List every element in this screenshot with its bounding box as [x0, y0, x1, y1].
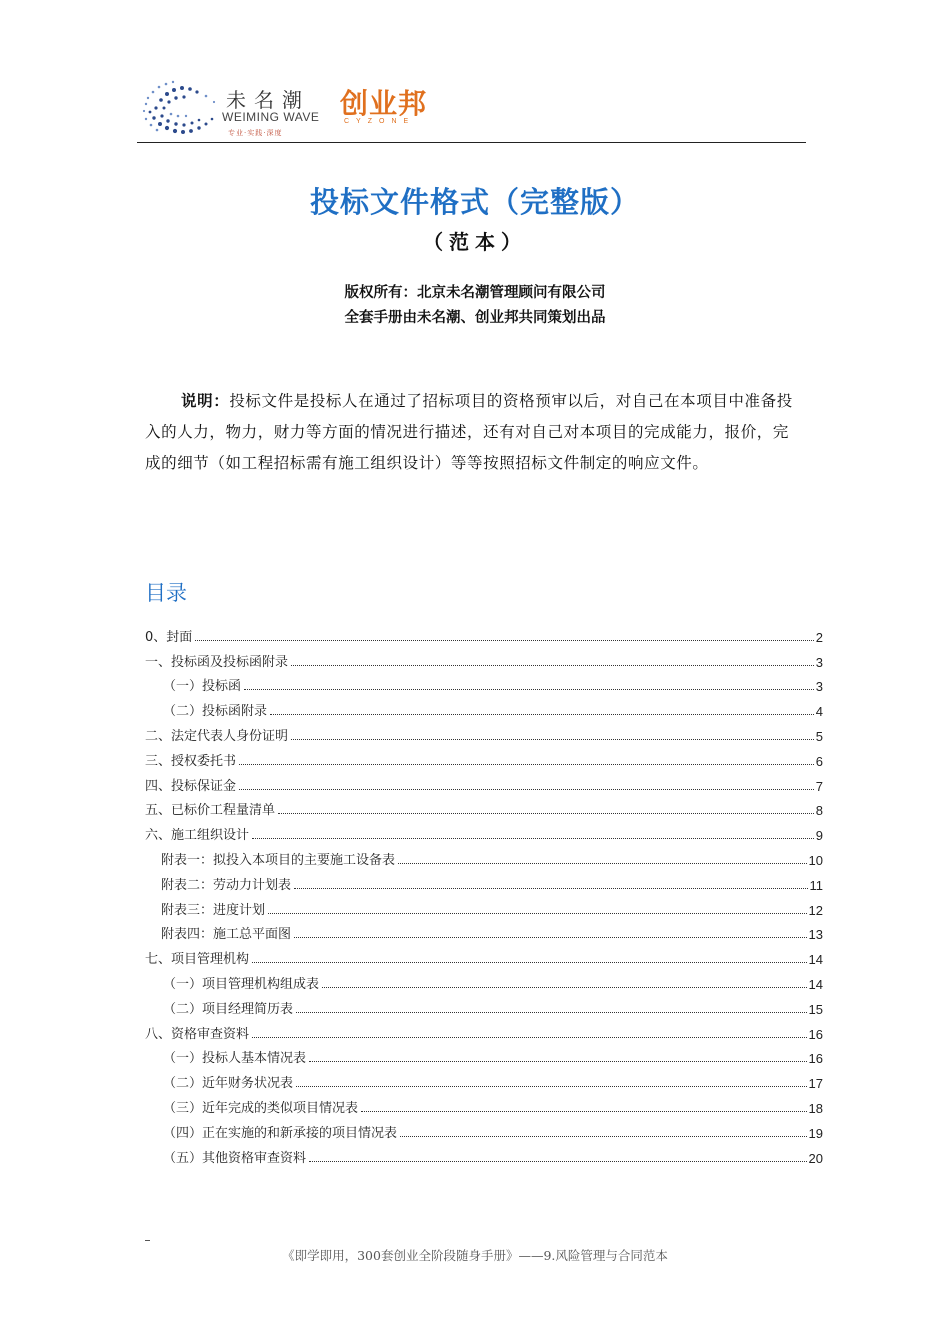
toc-entry-title: （五）其他资格审查资料 — [163, 1150, 307, 1166]
toc-leader-dots — [296, 1086, 807, 1087]
toc-leader-dots — [294, 937, 807, 938]
toc-leader-dots — [309, 1161, 807, 1162]
toc-page-number: 16 — [808, 1051, 823, 1067]
toc-entry[interactable] — [145, 992, 823, 1017]
toc-entry-title: （四）正在实施的和新承接的项目情况表 — [163, 1125, 398, 1141]
toc-page-number: 9 — [815, 828, 823, 844]
toc-leader-dots — [252, 838, 814, 839]
toc-entry[interactable] — [145, 620, 823, 645]
weiming-wave-logo-chinese: 未名潮 — [226, 88, 310, 112]
toc-entry[interactable] — [145, 794, 823, 819]
toc-leader-dots — [294, 888, 807, 889]
toc-page-number: 14 — [808, 952, 823, 968]
toc-entry-title: 附表一：拟投入本项目的主要施工设备表 — [161, 852, 396, 868]
toc-entry[interactable] — [145, 967, 823, 992]
toc-entry[interactable] — [145, 843, 823, 868]
toc-entry-title: （二）近年财务状况表 — [163, 1076, 294, 1092]
description-text: 投标文件是投标人在通过了招标项目的资格预审以后，对自己在本项目中准备投入的人力，物力，财力等方面的情况进行描述，还有对自己对本项目的完成能力，报价，完成的细节（如工程招标需有施工组织设计）等等按照招标文件制定的响应文件。 — [145, 392, 793, 472]
toc-entry-title: 一、投标函及投标函附录 — [145, 654, 289, 670]
toc-leader-dots — [291, 739, 814, 740]
toc-entry-title: 二、法定代表人身份证明 — [145, 728, 289, 744]
toc-leader-dots — [296, 1012, 807, 1013]
toc-entry-title: （一）投标人基本情况表 — [163, 1051, 307, 1067]
weiming-wave-tagline: 专业·实践·深度 — [228, 129, 283, 137]
cyzone-logo-chinese: 创业邦 — [340, 87, 428, 120]
copyright-line-1: 版权所有：北京未名潮管理顾问有限公司 — [344, 284, 606, 301]
description-label: 说明： — [181, 391, 230, 410]
toc-leader-dots — [278, 813, 814, 814]
toc-page-number: 7 — [815, 778, 823, 794]
toc-entry-title: 附表三：进度计划 — [161, 902, 266, 918]
toc-entry-title: 附表二：劳动力计划表 — [161, 877, 292, 893]
toc-page-number: 8 — [815, 803, 823, 819]
toc-entry[interactable] — [145, 769, 823, 794]
toc-entry-title: 三、授权委托书 — [145, 753, 237, 769]
header-divider — [137, 142, 806, 143]
toc-entry[interactable] — [145, 818, 823, 843]
toc-entry-title: （二）投标函附录 — [163, 704, 268, 720]
toc-leader-dots — [400, 1136, 807, 1137]
toc-page-number: 16 — [808, 1026, 823, 1042]
toc-leader-dots — [252, 962, 807, 963]
toc-entry[interactable] — [145, 1116, 823, 1141]
toc-page-number: 13 — [808, 927, 823, 943]
page-footer: 《即学即用，300套创业全阶段随身手册》——9.风险管理与合同范本 — [282, 1248, 668, 1263]
toc-page-number: 17 — [808, 1076, 823, 1092]
toc-entry[interactable] — [145, 1091, 823, 1116]
toc-page-number: 19 — [808, 1125, 823, 1141]
toc-entry[interactable] — [145, 744, 823, 769]
toc-page-number: 12 — [808, 902, 823, 918]
toc-page-number: 18 — [808, 1100, 823, 1116]
toc-leader-dots — [239, 789, 814, 790]
toc-entry-title: 五、已标价工程量清单 — [145, 803, 276, 819]
toc-leader-dots — [252, 1037, 807, 1038]
footer-mark — [145, 1240, 150, 1241]
toc-entry-title: （二）项目经理简历表 — [163, 1001, 294, 1017]
toc-entry-title: 八、资格审查资料 — [145, 1026, 250, 1042]
toc-entry[interactable] — [145, 1141, 823, 1166]
toc-page-number: 5 — [815, 728, 823, 744]
copyright-line-2: 全套手册由未名潮、创业邦共同策划出品 — [344, 309, 606, 326]
toc-entry[interactable] — [145, 942, 823, 967]
toc-leader-dots — [270, 714, 814, 715]
toc-page-number: 10 — [808, 852, 823, 868]
toc-leader-dots — [322, 987, 807, 988]
toc-heading: 目录 — [145, 581, 187, 605]
toc-leader-dots — [309, 1061, 807, 1062]
toc-entry[interactable] — [145, 1066, 823, 1091]
toc-entry-title: 四、投标保证金 — [145, 778, 237, 794]
toc-page-number: 2 — [815, 629, 823, 645]
toc-page-number: 3 — [815, 654, 823, 670]
toc-page-number: 20 — [808, 1150, 823, 1166]
toc-leader-dots — [361, 1111, 807, 1112]
table-of-contents — [145, 620, 823, 1166]
weiming-wave-logo-icon — [136, 78, 222, 138]
description-paragraph — [145, 385, 805, 479]
toc-page-number: 15 — [808, 1001, 823, 1017]
toc-page-number: 6 — [815, 753, 823, 769]
document-title: 投标文件格式（完整版） — [309, 185, 640, 219]
toc-entry-title: 附表四：施工总平面图 — [161, 927, 292, 943]
toc-entry[interactable] — [145, 1017, 823, 1042]
toc-page-number: 14 — [808, 976, 823, 992]
cyzone-logo-english: CYZONE — [344, 118, 416, 125]
toc-entry-title: （一）项目管理机构组成表 — [163, 976, 320, 992]
toc-entry[interactable] — [145, 670, 823, 695]
toc-entry[interactable] — [145, 893, 823, 918]
toc-entry-title: 0、封面 — [145, 629, 193, 645]
toc-leader-dots — [239, 764, 814, 765]
toc-leader-dots — [291, 665, 814, 666]
toc-leader-dots — [398, 863, 807, 864]
toc-entry[interactable] — [145, 719, 823, 744]
toc-leader-dots — [244, 689, 814, 690]
toc-page-number: 11 — [809, 877, 823, 893]
toc-entry-title: （一）投标函 — [163, 679, 242, 695]
toc-entry-title: 七、项目管理机构 — [145, 952, 250, 968]
toc-leader-dots — [195, 640, 813, 641]
toc-page-number: 4 — [815, 704, 823, 720]
toc-entry-title: 六、施工组织设计 — [145, 828, 250, 844]
toc-entry[interactable] — [145, 868, 823, 893]
toc-leader-dots — [268, 913, 807, 914]
toc-entry[interactable] — [145, 1042, 823, 1067]
weiming-wave-logo-english: WEIMING WAVE — [222, 110, 320, 124]
toc-entry[interactable] — [145, 918, 823, 943]
toc-entry-title: （三）近年完成的类似项目情况表 — [163, 1100, 359, 1116]
toc-page-number: 3 — [815, 679, 823, 695]
toc-entry[interactable] — [145, 645, 823, 670]
toc-entry[interactable] — [145, 694, 823, 719]
document-subtitle: （范本） — [423, 230, 527, 254]
